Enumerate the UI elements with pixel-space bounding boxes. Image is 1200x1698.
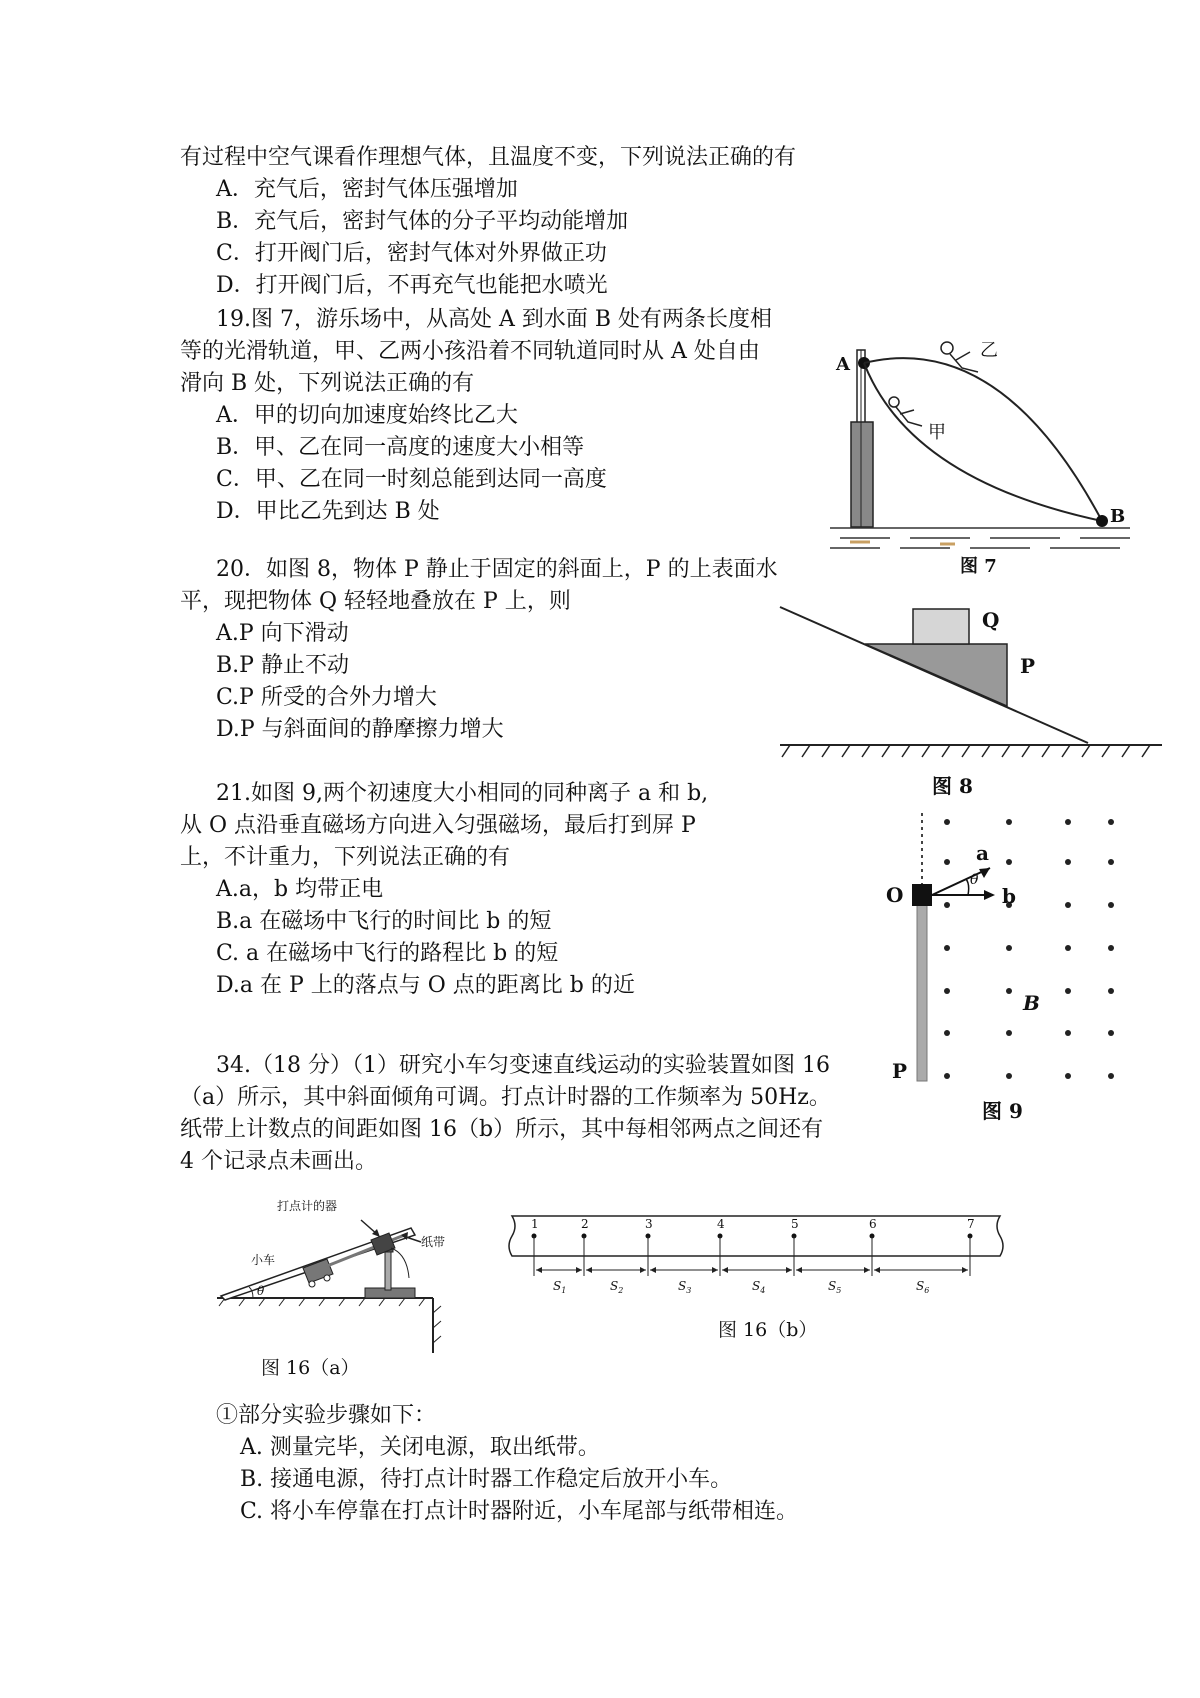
q34-stem-4: 4 个记录点未画出。 <box>180 1149 377 1174</box>
q19-option-a: A．甲的切向加速度始终比乙大 <box>216 403 518 428</box>
label-a: A <box>836 354 850 375</box>
q21-stem-3: 上，不计重力，下列说法正确的有 <box>180 845 511 870</box>
q21-option-a: A.a，b 均带正电 <box>216 877 384 902</box>
track-yi <box>864 358 1102 521</box>
block-p <box>865 644 1007 706</box>
q34-stem-2: （a）所示，其中斜面倾角可调。打点计时器的工作频率为 50Hz。 <box>180 1085 831 1110</box>
figure-7-caption: 图 7 <box>960 556 997 577</box>
label-b: B <box>1110 506 1126 527</box>
q19-stem-3: 滑向 B 处，下列说法正确的有 <box>180 371 475 396</box>
q19-option-d: D．甲比乙先到达 B 处 <box>216 499 440 524</box>
label-b: b <box>1002 884 1016 908</box>
label-p: P <box>892 1059 908 1083</box>
q34-stem-3: 纸带上计数点的间距如图 16（b）所示，其中每相邻两点之间还有 <box>180 1117 824 1142</box>
figure-9 <box>880 808 1120 1128</box>
screen-p <box>917 905 927 1081</box>
label-jia: 甲 <box>928 422 946 443</box>
q20-stem-2: 平，现把物体 Q 轻轻地叠放在 P 上，则 <box>180 589 571 614</box>
q18-option-a: A．充气后，密封气体压强增加 <box>216 177 518 202</box>
q20-option-b: B.P 静止不动 <box>216 653 349 678</box>
q34-step-b: B. 接通电源，待打点计时器工作稳定后放开小车。 <box>240 1467 733 1492</box>
label-field-b: B <box>1023 991 1040 1015</box>
segment-label-s4: $S_4$ <box>752 1279 766 1295</box>
q20-option-d: D.P 与斜面间的静摩擦力增大 <box>216 717 504 742</box>
q19-option-b: B．甲、乙在同一高度的速度大小相等 <box>216 435 585 460</box>
figure-16a <box>215 1188 445 1388</box>
block-q <box>913 609 969 644</box>
q21-option-c: C. a 在磁场中飞行的路程比 b 的短 <box>216 941 559 966</box>
label-theta: θ <box>970 872 979 888</box>
track-jia <box>864 363 1102 521</box>
point-label-3: 3 <box>645 1217 653 1231</box>
q18-option-c: C．打开阀门后，密封气体对外界做正功 <box>216 241 607 266</box>
q21-option-d: D.a 在 P 上的落点与 O 点的距离比 b 的近 <box>216 973 635 998</box>
point-label-1: 1 <box>531 1217 539 1231</box>
q19-option-c: C．甲、乙在同一时刻总能到达同一高度 <box>216 467 607 492</box>
q34-stem-1: 34.（18 分）（1）研究小车匀变速直线运动的实验装置如图 16 <box>216 1053 830 1078</box>
q21-stem-1: 21.如图 9,两个初速度大小相同的同种离子 a 和 b, <box>216 781 709 806</box>
child-yi-sketch <box>941 342 978 372</box>
q20-stem-1: 20．如图 8，物体 P 静止于固定的斜面上，P 的上表面水 <box>216 557 778 582</box>
q20-option-a: A.P 向下滑动 <box>216 621 349 646</box>
label-theta: θ <box>257 1284 265 1298</box>
segment-label-s1: $S_1$ <box>553 1279 567 1295</box>
point-label-4: 4 <box>717 1217 725 1231</box>
q18-option-b: B．充气后，密封气体的分子平均动能增加 <box>216 209 629 234</box>
q18-option-d: D．打开阀门后，不再充气也能把水喷光 <box>216 273 608 298</box>
q20-option-c: C.P 所受的合外力增大 <box>216 685 437 710</box>
figure-16a-caption: 图 16（a） <box>261 1357 360 1379</box>
label-timer: 打点计的器 <box>277 1199 338 1213</box>
segment-label-s5: $S_5$ <box>828 1279 842 1295</box>
car <box>303 1259 333 1287</box>
figure-16b <box>500 1208 1020 1348</box>
segment-label-s2: $S_2$ <box>610 1279 624 1295</box>
point-o <box>912 884 932 906</box>
point-label-5: 5 <box>791 1217 799 1231</box>
q34-step-c: C. 将小车停靠在打点计时器附近，小车尾部与纸带相连。 <box>240 1499 799 1524</box>
q21-option-b: B.a 在磁场中飞行的时间比 b 的短 <box>216 909 552 934</box>
label-yi: 乙 <box>980 340 998 361</box>
point-b-dot <box>1096 515 1108 527</box>
magnetic-field-dots <box>944 819 1114 1079</box>
segment-label-s3: $S_3$ <box>678 1279 692 1295</box>
table-hatching <box>219 1298 441 1343</box>
segment-label-s6: $S_6$ <box>916 1279 930 1295</box>
label-o: O <box>886 883 904 907</box>
q21-stem-2: 从 O 点沿垂直磁场方向进入匀强磁场，最后打到屏 P <box>180 813 696 838</box>
q19-stem-2: 等的光滑轨道，甲、乙两小孩沿着不同轨道同时从 A 处自由 <box>180 339 760 364</box>
label-car: 小车 <box>251 1253 276 1267</box>
point-label-7: 7 <box>967 1217 975 1231</box>
q19-stem-1: 19.图 7，游乐场中，从高处 A 到水面 B 处有两条长度相 <box>216 307 773 332</box>
child-jia-sketch <box>889 397 922 426</box>
figure-8 <box>770 595 1170 805</box>
figure-7 <box>830 330 1140 580</box>
label-tape: 纸带 <box>421 1235 445 1249</box>
point-label-6: 6 <box>869 1217 877 1231</box>
point-label-2: 2 <box>581 1217 589 1231</box>
q18-text-cont: 有过程中空气课看作理想气体，且温度不变，下列说法正确的有 <box>180 145 797 170</box>
figure-8-caption: 图 8 <box>932 774 973 798</box>
label-q: Q <box>982 608 1000 632</box>
figure-16b-caption: 图 16（b） <box>718 1319 818 1341</box>
q34-step-a: A. 测量完毕，关闭电源，取出纸带。 <box>240 1435 600 1460</box>
figure-9-caption: 图 9 <box>982 1099 1023 1123</box>
label-a: a <box>976 841 989 865</box>
label-p: P <box>1020 654 1036 678</box>
ground-hatching <box>782 745 1150 757</box>
q34-steps-title: ①部分实验步骤如下： <box>216 1403 437 1428</box>
